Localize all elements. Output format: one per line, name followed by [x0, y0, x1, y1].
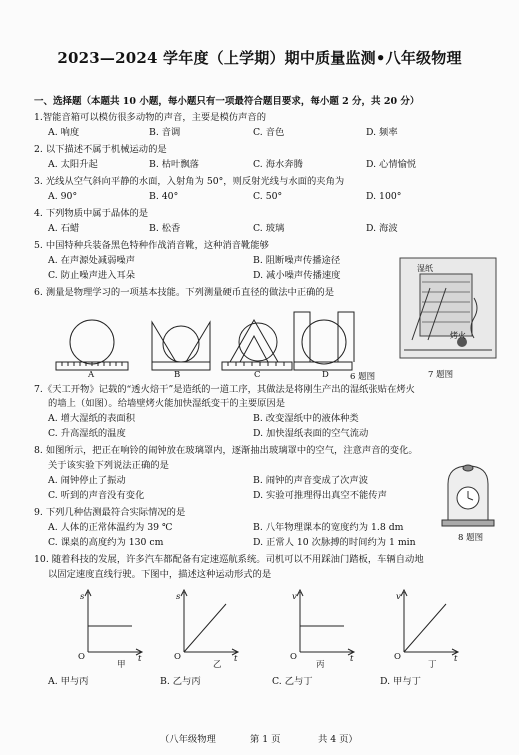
- graph-yi-name: 乙: [213, 660, 222, 670]
- question-8-stem: 8. 如图所示，把正在响铃的闹钟放在玻璃罩内，逐渐抽出玻璃罩中的空气，注意声音的变化。: [34, 445, 418, 456]
- fig6-option-a-drawing: [56, 320, 128, 370]
- graph-bing: [292, 590, 352, 656]
- graph-yi-x-axis: t: [234, 654, 238, 664]
- graph-bing-origin: O: [290, 652, 297, 662]
- q8-option-b: B. 闹钟的声音变成了次声波: [253, 475, 369, 486]
- fig8-caption: 8 题图: [458, 533, 484, 543]
- fig7-label-wet-paper: 湿纸: [417, 264, 433, 273]
- footer-total-pages: 共 4 页）: [318, 734, 358, 745]
- question-7-stem: 7.《天工开物》记载的“透火焙干”是造纸的一道工序，其做法是将刚生产出的湿纸张贴在烤火: [34, 384, 415, 395]
- q3-option-a: A. 90°: [48, 191, 78, 202]
- q4-option-b: B. 松香: [149, 223, 181, 234]
- q3-option-d: D. 100°: [366, 191, 402, 202]
- q7-option-b: B. 改变湿纸中的液体种类: [253, 413, 359, 424]
- q10-option-c: C. 乙与丁: [272, 676, 313, 687]
- fig7-label-fire: 烤火: [450, 331, 466, 340]
- q5-option-c: C. 防止噪声进入耳朵: [48, 270, 136, 281]
- fig6-caption: 6 题图: [350, 372, 376, 382]
- q4-option-d: D. 海波: [366, 223, 398, 234]
- page-title: 2023—2024 学年度（上学期）期中质量监测•八年级物理: [57, 49, 462, 67]
- fig6-option-d-drawing: [294, 312, 354, 370]
- q9-option-c: C. 课桌的高度约为 130 cm: [48, 537, 164, 548]
- q1-option-a: A. 响度: [48, 127, 80, 138]
- q1-option-d: D. 频率: [366, 127, 398, 138]
- question-10-stem-cont: 以固定速度直线行驶。下图中，描述这种运动形式的是: [48, 569, 272, 580]
- q4-option-c: C. 玻璃: [253, 223, 285, 234]
- q7-option-d: D. 加快湿纸表面的空气流动: [253, 428, 369, 439]
- fig6-option-c-drawing: [222, 320, 292, 370]
- fig6-label-a: A: [88, 370, 95, 380]
- q1-option-b: B. 音调: [149, 127, 181, 138]
- q1-option-c: C. 音色: [253, 127, 285, 138]
- fig6-label-d: D: [322, 370, 329, 380]
- fig6-label-b: B: [174, 370, 181, 380]
- fig6-coin-measurement: [48, 300, 348, 380]
- graph-yi: [176, 590, 236, 656]
- graph-bing-y-axis: v: [292, 592, 297, 602]
- q10-option-d: D. 甲与丁: [380, 676, 421, 687]
- q9-option-a: A. 人体的正常体温约为 39 ℃: [48, 522, 173, 533]
- fig7-caption: 7 题图: [428, 370, 454, 380]
- q5-option-d: D. 减小噪声传播速度: [253, 270, 341, 281]
- graph-yi-origin: O: [174, 652, 181, 662]
- graph-jia: [80, 590, 140, 656]
- graph-ding-origin: O: [394, 652, 401, 662]
- q2-option-b: B. 枯叶飘落: [149, 159, 199, 170]
- q2-option-a: A. 太阳升起: [48, 159, 98, 170]
- question-9-stem: 9. 下列几种估测最符合实际情况的是: [34, 507, 186, 518]
- graph-bing-x-axis: t: [350, 654, 354, 664]
- q5-option-b: B. 阻断噪声传播途径: [253, 255, 341, 266]
- footer-page-number: 第 1 页: [250, 734, 281, 745]
- q10-option-b: B. 乙与丙: [160, 676, 201, 687]
- fig7-paper-drying-illustration: [400, 258, 496, 358]
- q8-option-d: D. 实验可推理得出真空不能传声: [253, 490, 387, 501]
- q5-option-a: A. 在声源处减弱噪声: [48, 255, 135, 266]
- graph-jia-name: 甲: [117, 660, 126, 670]
- graph-ding-y-axis: v: [396, 592, 401, 602]
- q4-option-a: A. 石蜡: [48, 223, 80, 234]
- graph-ding: [396, 590, 456, 656]
- graph-yi-y-axis: s: [176, 592, 181, 602]
- fig6-label-c: C: [254, 370, 261, 380]
- q2-option-c: C. 海水奔腾: [253, 159, 303, 170]
- graph-ding-x-axis: t: [454, 654, 458, 664]
- fig6-option-b-drawing: [152, 322, 210, 370]
- question-3-stem: 3. 光线从空气斜向平静的水面，入射角为 50°，则反射光线与水面的夹角为: [34, 176, 345, 187]
- graph-bing-name: 丙: [316, 660, 325, 670]
- q2-option-d: D. 心情愉悦: [366, 159, 417, 170]
- question-2-stem: 2. 以下描述不属于机械运动的是: [34, 144, 167, 155]
- q9-option-d: D. 正常人 10 次脉搏的时间约为 1 min: [253, 537, 416, 548]
- question-7-stem-cont: 的墙上（如图）。给墙壁烤火能加快湿纸变干的主要原因是: [48, 398, 286, 409]
- question-1-stem: 1.智能音箱可以模仿很多动物的声音，主要是模仿声音的: [34, 112, 266, 123]
- fig8-bell-jar-illustration: [438, 462, 498, 528]
- graph-jia-y-axis: s: [80, 592, 85, 602]
- q3-option-b: B. 40°: [149, 191, 179, 202]
- question-5-stem: 5. 中国特种兵装备黑色特种作战消音靴，这种消音靴能够: [34, 240, 269, 251]
- q10-option-a: A. 甲与丙: [48, 676, 89, 687]
- q9-option-b: B. 八年物理课本的宽度约为 1.8 dm: [253, 522, 404, 533]
- question-4-stem: 4. 下列物质中属于晶体的是: [34, 208, 149, 219]
- graph-jia-x-axis: t: [138, 654, 142, 664]
- question-6-stem: 6. 测量是物理学习的一项基本技能。下列测量硬币直径的做法中正确的是: [34, 287, 335, 298]
- q3-option-c: C. 50°: [253, 191, 283, 202]
- q7-option-c: C. 升高湿纸的温度: [48, 428, 126, 439]
- q8-option-c: C. 听到的声音没有变化: [48, 490, 145, 501]
- graph-jia-origin: O: [78, 652, 85, 662]
- q7-option-a: A. 增大湿纸的表面积: [48, 413, 135, 424]
- footer-subject: （八年级物理: [160, 734, 216, 745]
- question-8-stem-cont: 关于该实验下列说法正确的是: [48, 460, 169, 471]
- section-heading: 一、选择题（本题共 10 小题，每小题只有一项最符合题目要求，每小题 2 分，共 20 分）: [34, 96, 420, 107]
- graph-ding-name: 丁: [428, 660, 437, 670]
- q8-option-a: A. 闹钟停止了振动: [48, 475, 126, 486]
- question-10-stem: 10. 随着科技的发展，许多汽车都配备有定速巡航系统。司机可以不用踩油门踏板，车辆自动地: [34, 554, 424, 565]
